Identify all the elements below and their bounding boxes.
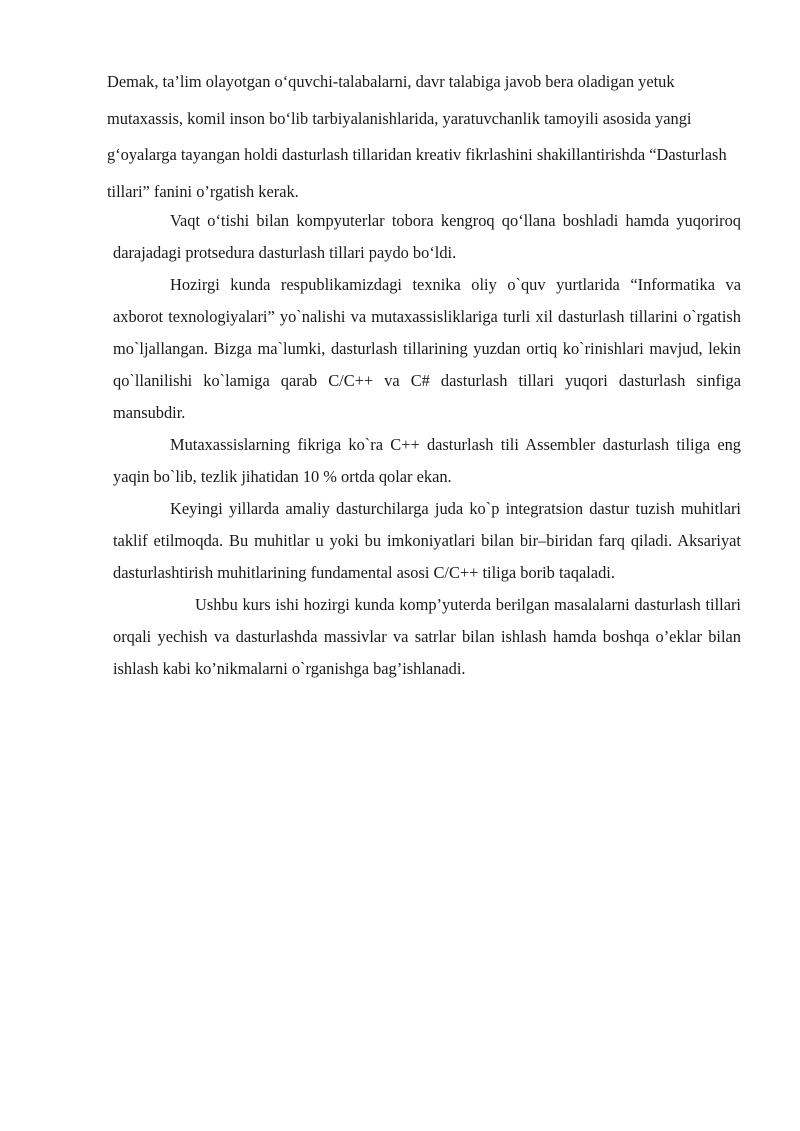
paragraph-computers-history: Vaqt o‘tishi bilan kompyuterlar tobora kengroq qo‘llana boshladi hamda yuqoriroq darajadagi protsedura dasturlash tillari paydo bo‘ldi. bbox=[113, 211, 741, 262]
paragraph-course-work: Ushbu kurs ishi hozirgi kunda komp’yuterda berilgan masalalarni dasturlash tillari orqali yechish va dasturlashda massivlar va satrlar bilan ishlash hamda boshqa o’eklar bilan ishlash kabi ko’nikmalarni o`rganishga bag’ishlanadi. bbox=[113, 595, 741, 678]
paragraph-specialists-opinion: Mutaxassislarning fikriga ko`ra C++ dasturlash tili Assembler dasturlash tiliga eng yaqin bo`lib, tezlik jihatidan 10 % ortda qolar ekan. bbox=[113, 435, 741, 486]
intro-paragraph: Demak, ta’lim olayotgan o‘quvchi-talabalarni, davr talabiga javob bera oladigan yetuk mutaxassis, komil inson bo‘lib tarbiyalanishlarida, yaratuvchanlik tamoyili asosida yangi g‘oyalarga tayangan holdi dasturlash tillaridan kreativ fikrlashini shakillantirishda “Dasturlash tillari” fanini o’rgatish kerak. bbox=[107, 72, 727, 201]
paragraph-development-environments: Keyingi yillarda amaliy dasturchilarga juda ko`p integratsion dastur tuzish muhitlari taklif etilmoqda. Bu muhitlar u yoki bu imkoniyatlari bilan bir–biridan farq qiladi. Aksariyat dasturlashtirish muhitlarining fundamental asosi C/C++ tiliga borib taqaladi. bbox=[113, 499, 741, 582]
body-text bbox=[113, 205, 741, 685]
paragraph-universities: Hozirgi kunda respublikamizdagi texnika oliy o`quv yurtlarida “Informatika va axborot texnologiyalari” yo`nalishi va mutaxassisliklariga turli xil dasturlash tillarini o`rgatish mo`ljallangan. Bizga ma`lumki, dasturlash tillarining yuzdan ortiq ko`rinishlari mavjud, lekin qo`llanilishi ko`lamiga qarab C/C++ va C# dasturlash tillari yuqori dasturlash sinfiga mansubdir. bbox=[113, 275, 741, 422]
